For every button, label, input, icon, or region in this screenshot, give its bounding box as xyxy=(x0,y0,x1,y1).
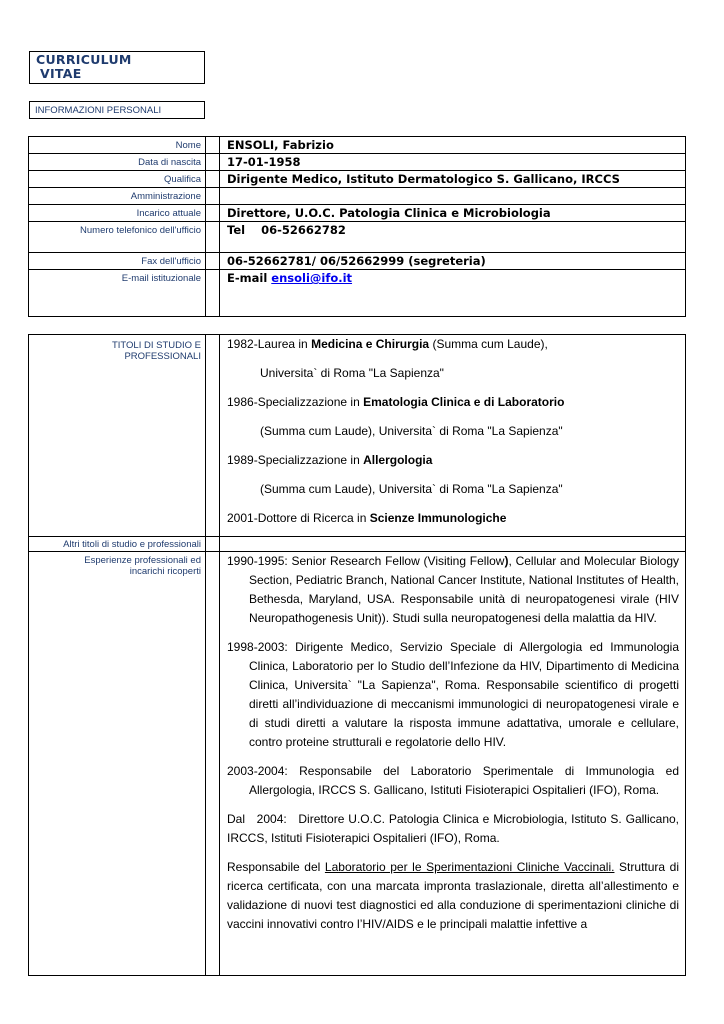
value-data-nascita: 17-01-1958 xyxy=(220,154,686,171)
label-esperienze-line2: incarichi ricoperti xyxy=(129,566,201,577)
value-telefono: Tel 06-52662782 xyxy=(220,222,686,253)
exp-sapienza: 1998-2003: Dirigente Medico, Servizio Speciale di Allergologia ed Immunologia Clinica, Laboratorio per lo Studio dell’Infezione da HIV, Dipartimento di Medicina Clinica, Universita` "La Sapienza", Roma. Responsabile scientifico di progetti diretti all’individuazione di meccanismi immunologici di neuropatogenesi virale e di studi diretti a valutare la risposta immune adattativa, umorale e cellulare, contro proteine strutturali e regolatorie dello HIV. xyxy=(227,640,679,749)
row-incarico xyxy=(29,205,686,222)
edu-item-allergologia: 1989-Specializzazione in Allergologia xyxy=(227,453,433,467)
value-qualifica: Dirigente Medico, Istituto Dermatologico S. Gallicano, IRCCS xyxy=(220,171,686,188)
value-fax: 06-52662781/ 06/52662999 (segreteria) xyxy=(220,253,686,270)
value-email xyxy=(220,270,686,317)
row-email xyxy=(29,270,686,317)
label-amministrazione: Amministrazione xyxy=(29,188,206,205)
label-altri-titoli: Altri titoli di studio e professionali xyxy=(29,537,206,552)
row-nome xyxy=(29,137,686,154)
row-titoli-studio xyxy=(29,335,686,537)
label-esperienze-line1: Esperienze professionali ed xyxy=(84,555,201,566)
label-titoli-line2: PROFESSIONALI xyxy=(124,351,201,362)
exp-vaccini: Responsabile del Laboratorio per le Sperimentazioni Cliniche Vaccinali. Struttura di ricerca certificata, con una marcata impronta traslazionale, diretta all’allestimento e validazione di nuovi test diagnostici ed alla conduzione di sperimentazioni cliniche di vaccini innovativi contro l’HIV/AIDS e le principali malattie infettive a xyxy=(227,860,680,931)
cv-title-line1: CURRICULUM xyxy=(36,52,132,67)
row-amministrazione xyxy=(29,188,686,205)
label-fax: Fax dell'ufficio xyxy=(29,253,206,270)
label-esperienze xyxy=(29,552,206,976)
email-prefix: E-mail xyxy=(227,271,272,285)
row-data-nascita xyxy=(29,154,686,171)
esperienze-list xyxy=(220,552,686,976)
email-link[interactable]: ensoli@ifo.it xyxy=(271,271,353,285)
exp-nci: 1990-1995: Senior Research Fellow (Visiting Fellow), Cellular and Molecular Biology Section, Pediatric Branch, National Cancer Institute, National Institutes of Health, Bethesda, Maryland, USA. Responsabile unità di neuropatogenesi virale (HIV Neuropathogenesis Unit)). Studi sulla neuropatogenesi della malattia da HIV. xyxy=(227,554,680,625)
edu-item-dottorato: 2001-Dottore di Ricerca in Scienze Immunologiche xyxy=(227,511,507,525)
row-telefono xyxy=(29,222,686,253)
label-titoli-line1: TITOLI DI STUDIO E xyxy=(111,340,201,351)
label-titoli-studio xyxy=(29,335,206,537)
label-email: E-mail istituzionale xyxy=(29,270,206,317)
value-nome: ENSOLI, Fabrizio xyxy=(220,137,686,154)
row-fax xyxy=(29,253,686,270)
edu-item-ematologia-univ: (Summa cum Laude), Universita` di Roma "La Sapienza" xyxy=(260,424,563,438)
cv-title-line2: VITAE xyxy=(40,66,82,81)
row-esperienze xyxy=(29,552,686,976)
personal-info-table xyxy=(28,136,686,317)
value-amministrazione xyxy=(220,188,686,205)
section-personal-info: INFORMAZIONI PERSONALI xyxy=(29,101,205,119)
row-qualifica xyxy=(29,171,686,188)
cv-title-box xyxy=(29,51,205,84)
titoli-studio-list xyxy=(220,335,686,537)
label-data-nascita: Data di nascita xyxy=(29,154,206,171)
label-telefono: Numero telefonico dell'ufficio xyxy=(29,222,206,253)
exp-direttore: Dal 2004: Direttore U.O.C. Patologia Clinica e Microbiologia, Istituto S. Gallicano, IRCCS, Istituti Fisioterapici Ospitalieri (IFO), Roma. xyxy=(227,812,683,845)
edu-item-allergologia-univ: (Summa cum Laude), Universita` di Roma "La Sapienza" xyxy=(260,482,563,496)
label-nome: Nome xyxy=(29,137,206,154)
value-incarico: Direttore, U.O.C. Patologia Clinica e Microbiologia xyxy=(220,205,686,222)
edu-item-laurea-univ: Universita` di Roma "La Sapienza" xyxy=(260,366,444,380)
row-altri-titoli xyxy=(29,537,686,552)
lab-vaccini-underline: Laboratorio per le Sperimentazioni Cliniche Vaccinali. xyxy=(324,860,615,874)
label-incarico: Incarico attuale xyxy=(29,205,206,222)
label-qualifica: Qualifica xyxy=(29,171,206,188)
education-experience-table xyxy=(28,334,686,976)
edu-item-ematologia: 1986-Specializzazione in Ematologia Clinica e di Laboratorio xyxy=(227,395,565,409)
exp-gallicano-lab: 2003-2004: Responsabile del Laboratorio Sperimentale di Immunologia ed Allergologia, IRCCS S. Gallicano, Istituti Fisioterapici Ospitalieri (IFO), Roma. xyxy=(227,764,679,797)
edu-item-laurea: 1982-Laurea in Medicina e Chirurgia (Summa cum Laude), xyxy=(227,337,548,351)
